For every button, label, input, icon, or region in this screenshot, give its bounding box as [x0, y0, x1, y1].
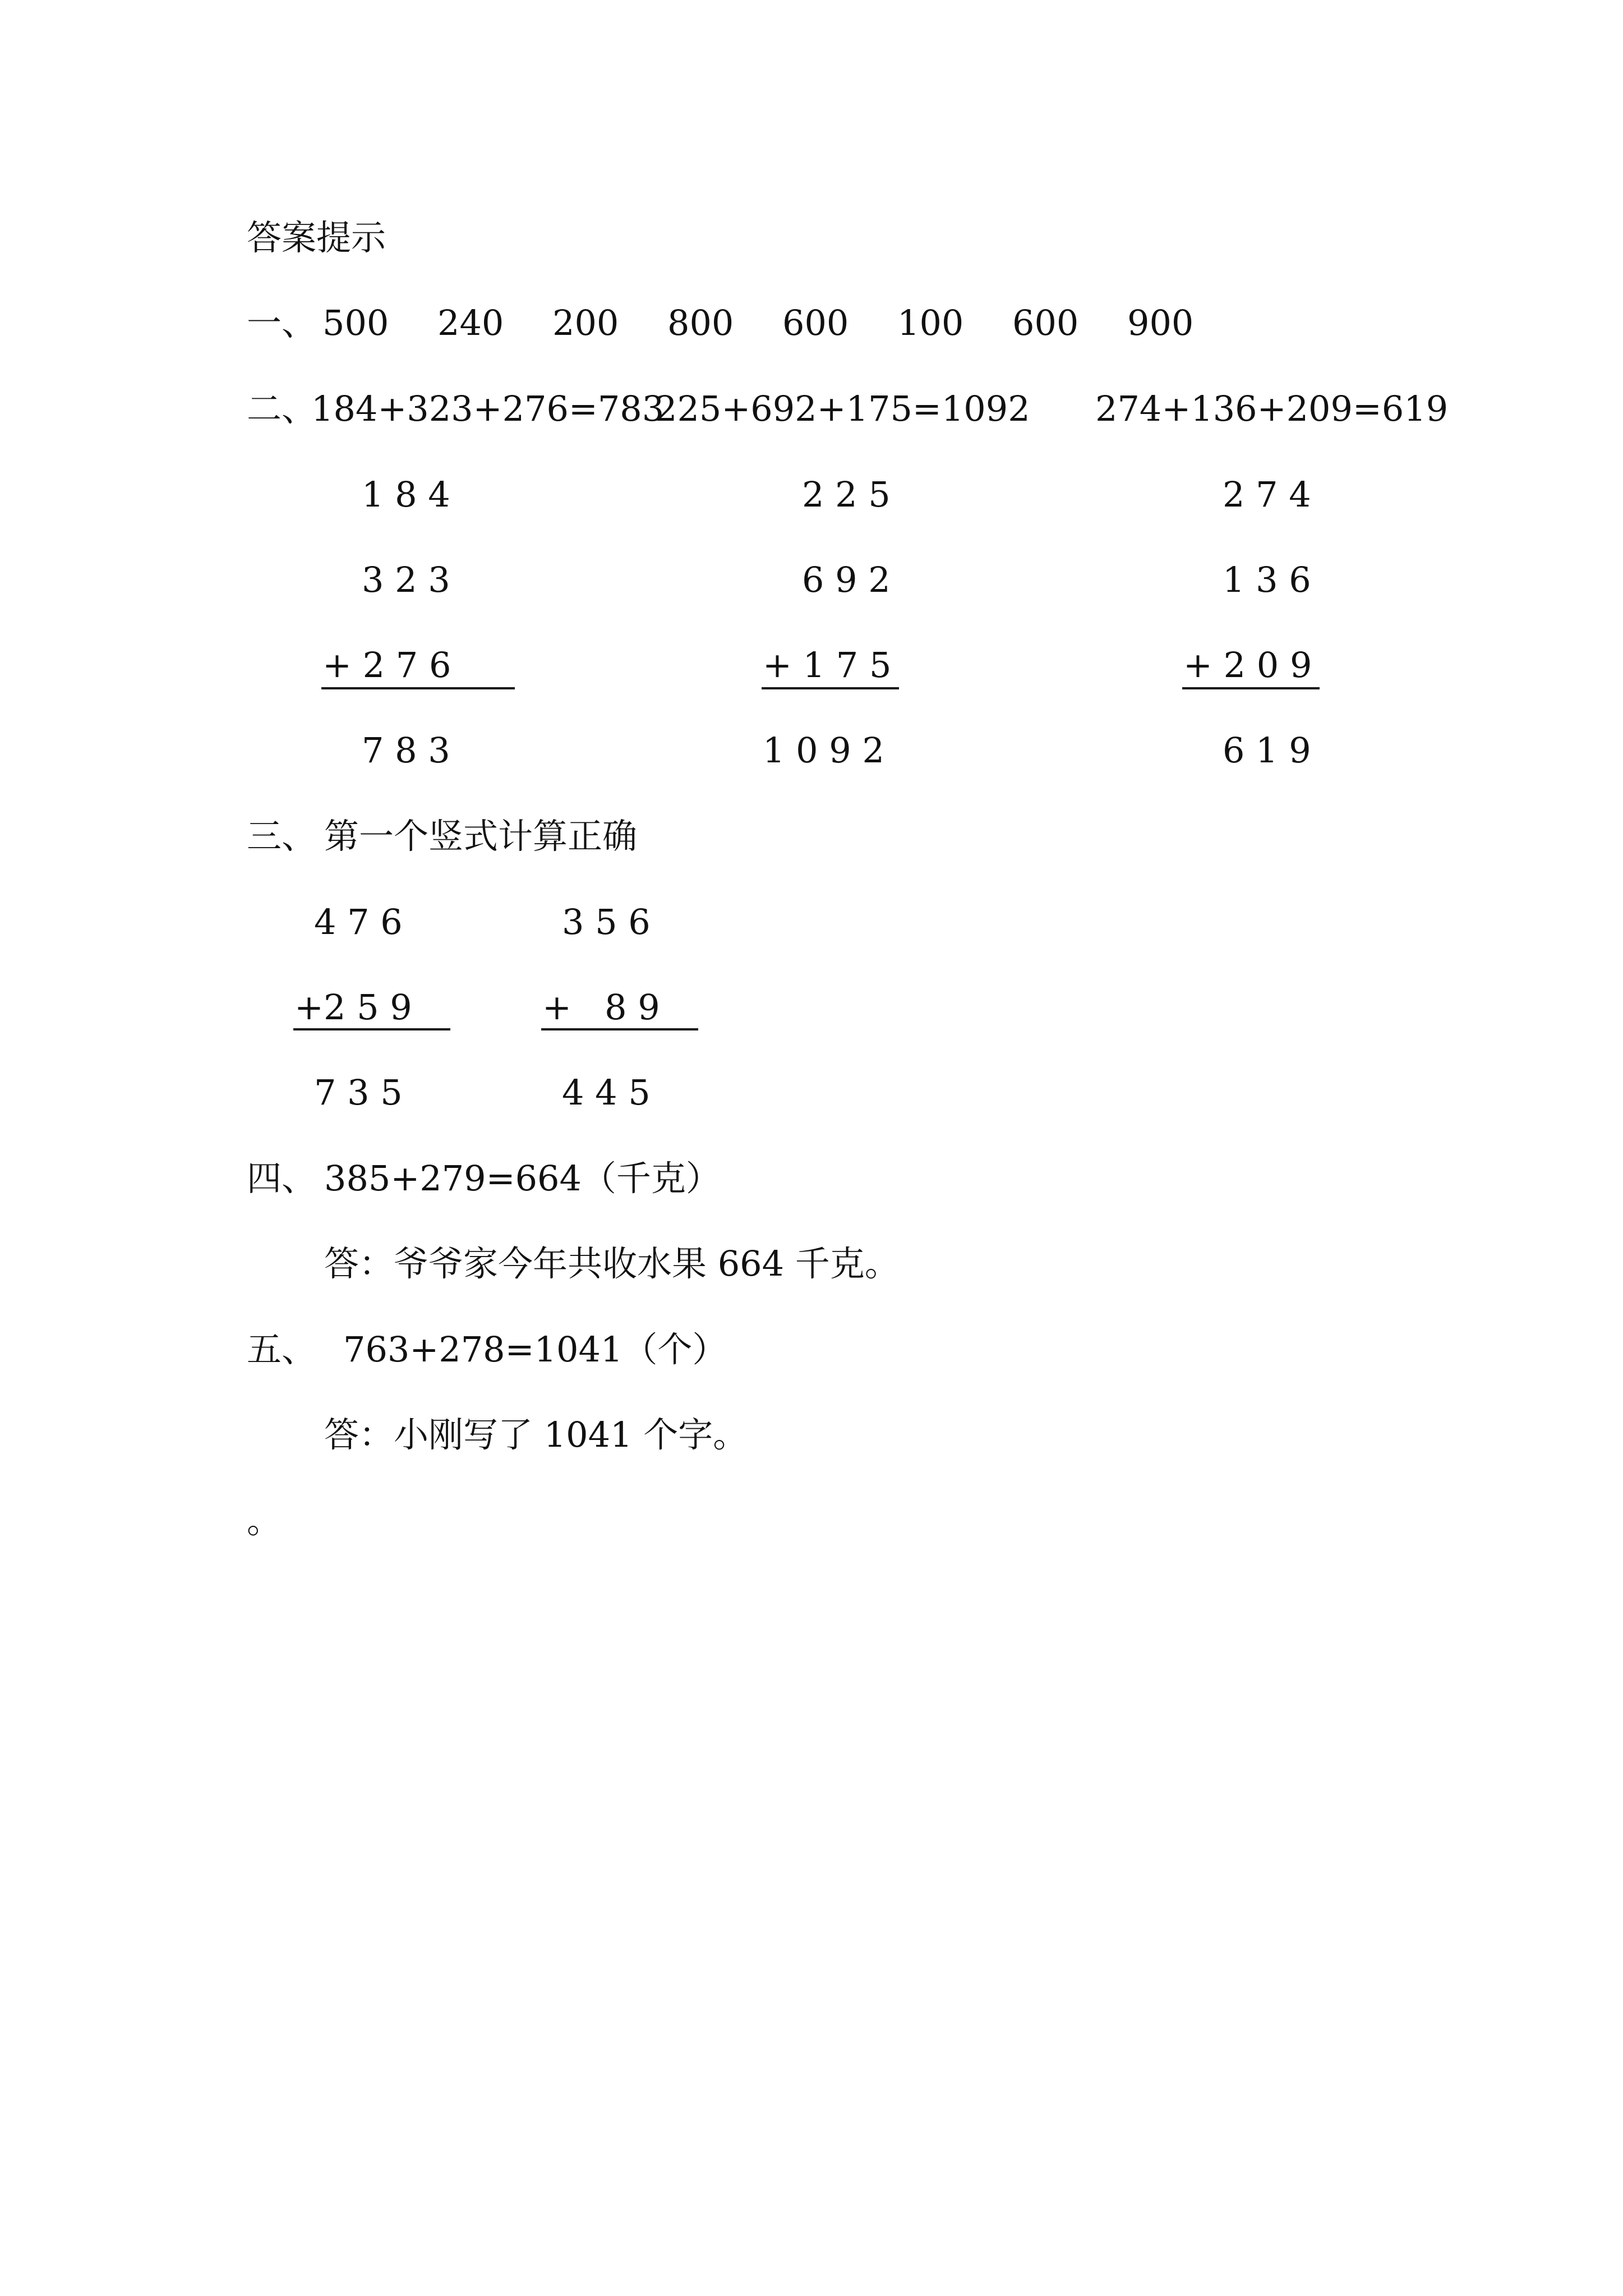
- q4-answer: 答：爷爷家今年共收水果 664 千克。: [324, 1243, 900, 1284]
- addend-row: + 8 9: [542, 987, 660, 1028]
- sum-line: [1182, 687, 1320, 689]
- q1-answer: 900: [1127, 302, 1194, 343]
- q2-equation: 225+692+175=1092: [655, 388, 1030, 429]
- addend-row: + 2 7 6: [322, 645, 451, 685]
- sum-line: [541, 1028, 698, 1030]
- addend-row: 6 9 2: [802, 559, 891, 600]
- q5-equation: 763+278=1041（个）: [343, 1329, 727, 1370]
- sum-row: 6 1 9: [1223, 730, 1311, 771]
- q2-equation: 184+323+276=783: [311, 388, 665, 429]
- q1-prefix: 一、: [247, 302, 317, 343]
- addend-row: + 1 7 5: [763, 645, 892, 685]
- sum-row: 1 0 9 2: [763, 730, 884, 771]
- trailing-mark: 。: [247, 1500, 282, 1541]
- q1-answer: 800: [667, 302, 734, 343]
- sum-line: [293, 1028, 450, 1030]
- addend-row: + 2 0 9: [1183, 645, 1312, 685]
- q4-equation: 385+279=664（千克）: [324, 1158, 721, 1199]
- q3-prefix: 三、: [247, 816, 317, 857]
- addend-row: 1 3 6: [1223, 559, 1311, 600]
- q1-answer: 240: [437, 302, 504, 343]
- q1-answer: 200: [552, 302, 619, 343]
- sum-line: [321, 687, 515, 689]
- q4-prefix: 四、: [247, 1158, 317, 1199]
- sum-row: 7 8 3: [362, 730, 450, 771]
- page-title: 答案提示: [247, 217, 386, 258]
- addend-row: 1 8 4: [362, 474, 450, 515]
- addend-row: +2 5 9: [294, 987, 412, 1028]
- q1-answer: 600: [782, 302, 849, 343]
- q5-answer: 答：小刚写了 1041 个字。: [324, 1414, 748, 1455]
- addend-row: 4 7 6: [314, 901, 403, 942]
- q1-answer: 500: [322, 302, 389, 343]
- q2-equation: 274+136+209=619: [1095, 388, 1449, 429]
- q5-prefix: 五、: [247, 1329, 317, 1370]
- sum-row: 4 4 5: [562, 1072, 651, 1113]
- sum-line: [762, 687, 899, 689]
- q1-answer: 100: [897, 302, 964, 343]
- addend-row: 2 7 4: [1223, 474, 1311, 515]
- q3-text: 第一个竖式计算正确: [324, 816, 638, 857]
- q1-answer: 600: [1012, 302, 1079, 343]
- addend-row: 3 2 3: [362, 559, 450, 600]
- q2-prefix: 二、: [247, 388, 317, 429]
- addend-row: 2 2 5: [802, 474, 891, 515]
- sum-row: 7 3 5: [314, 1072, 403, 1113]
- addend-row: 3 5 6: [562, 901, 651, 942]
